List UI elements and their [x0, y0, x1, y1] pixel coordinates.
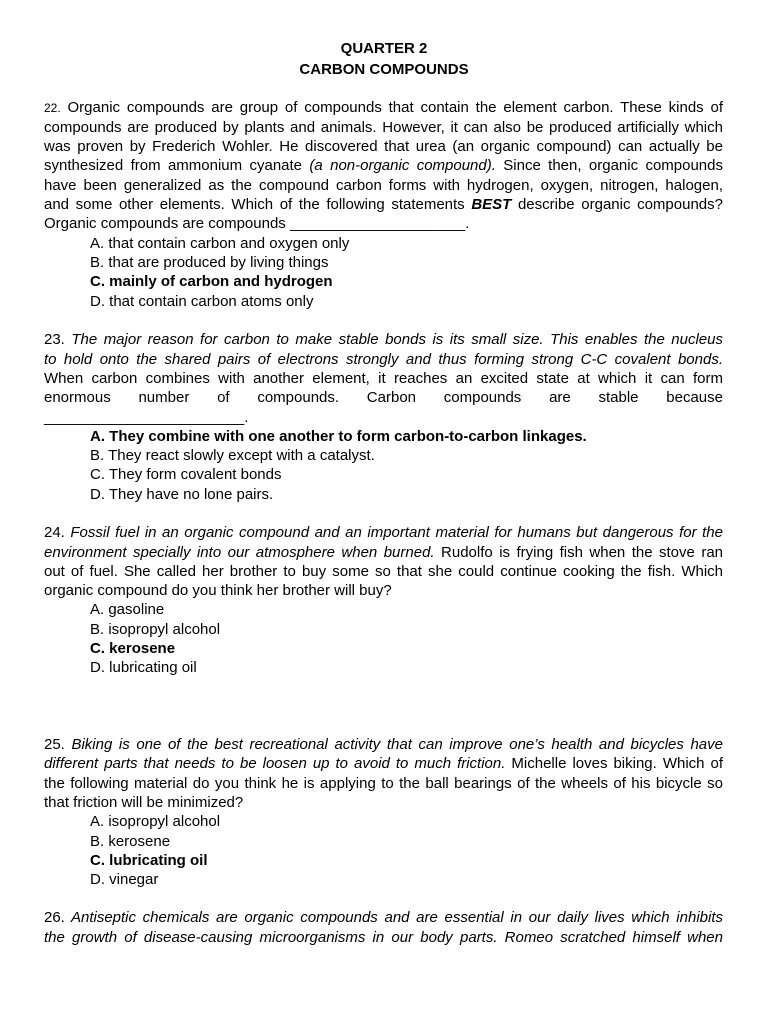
q23-line-2: to hold onto the shared pairs of electrons strongly and thus forming strong C-C covalent bonds. — [44, 351, 723, 368]
q22-option-b[interactable]: B. that are produced by living things — [90, 254, 329, 271]
q22-line-6: and some other elements. Which of the following statements BEST describe organic compounds? — [44, 196, 723, 213]
q24-number: 24. — [44, 524, 65, 541]
q25-option-b[interactable]: B. kerosene — [90, 833, 171, 850]
q23-option-b[interactable]: B. They react slowly except with a catalyst. — [90, 447, 375, 464]
q22-line-2: compounds are produced by plants and animals. However, it can also be produced artificially which — [44, 119, 723, 136]
quarter-heading: QUARTER 2 — [340, 40, 428, 57]
q22-line-7: Organic compounds are compounds _____________________. — [44, 215, 470, 232]
q26-line-1: 26. Antiseptic chemicals are organic compounds and are essential in our daily lives which inhibits — [44, 909, 723, 926]
q22-number: 22. — [44, 101, 61, 115]
q24-line-4: organic compound do you think her brother will buy? — [44, 582, 392, 599]
q25-line-3: the following material do you think he is applying to the ball bearings of the wheels of his bicycle so — [44, 775, 723, 792]
q22-option-c[interactable]: C. mainly of carbon and hydrogen — [90, 273, 333, 290]
q24-option-c[interactable]: C. kerosene — [90, 640, 176, 657]
q25-number: 25. — [44, 736, 65, 753]
q22-option-a[interactable]: A. that contain carbon and oxygen only — [90, 235, 350, 252]
q26-line-2: the growth of disease-causing microorganisms in our body parts. Romeo scratched himself when — [44, 929, 723, 946]
q23-option-c[interactable]: C. They form covalent bonds — [90, 466, 282, 483]
q24-option-b[interactable]: B. isopropyl alcohol — [90, 621, 221, 638]
q22-line-1: 22. Organic compounds are group of compounds that contain the element carbon. These kinds of — [44, 99, 723, 116]
q26-number: 26. — [44, 909, 65, 926]
q25-option-c[interactable]: C. lubricating oil — [90, 852, 208, 869]
q23-line-3: When carbon combines with another element, it reaches an excited state at which it can form — [44, 370, 723, 387]
q25-line-1: 25. Biking is one of the best recreational activity that can improve one’s health and bicycles have — [44, 736, 723, 753]
q23-line-1: 23. The major reason for carbon to make stable bonds is its small size. This enables the nucleus — [44, 331, 723, 348]
q22-line-5: have been generalized as the compound carbon forms with hydrogen, oxygen, nitrogen, halogen, — [44, 177, 723, 194]
q24-option-a[interactable]: A. gasoline — [90, 601, 165, 618]
q23-option-a[interactable]: A. They combine with one another to form carbon-to-carbon linkages. — [90, 428, 587, 445]
q24-line-2: environment specially into our atmosphere when burned. Rudolfo is frying fish when the stove ran — [44, 544, 724, 561]
q24-line-3: out of fuel. She called her brother to buy some so that she could continue cooking the fish. Which — [44, 563, 723, 580]
q23-line-4: enormous number of compounds. Carbon compounds are stable because — [44, 389, 723, 406]
q25-option-a[interactable]: A. isopropyl alcohol — [90, 813, 221, 830]
topic-heading: CARBON COMPOUNDS — [299, 61, 469, 78]
q24-line-1: 24. Fossil fuel in an organic compound and an important material for humans but dangerous for the — [44, 524, 723, 541]
q25-line-2: different parts that needs to be loosen up to avoid to much friction. Michelle loves biking. Which of — [44, 755, 723, 772]
q24-option-d[interactable]: D. lubricating oil — [90, 659, 197, 676]
q23-number: 23. — [44, 331, 65, 348]
q22-line-4: synthesized from ammonium cyanate (a non-organic compound). Since then, organic compounds — [44, 157, 723, 174]
q25-option-d[interactable]: D. vinegar — [90, 871, 159, 888]
q23-option-d[interactable]: D. They have no lone pairs. — [90, 486, 274, 503]
q22-line-3: was proven by Frederich Wohler. He discovered that urea (an organic compound) can actually be — [44, 138, 723, 155]
q22-option-d[interactable]: D. that contain carbon atoms only — [90, 293, 314, 310]
q23-line-5: ________________________. — [44, 409, 249, 426]
q25-line-4: that friction will be minimized? — [44, 794, 244, 811]
